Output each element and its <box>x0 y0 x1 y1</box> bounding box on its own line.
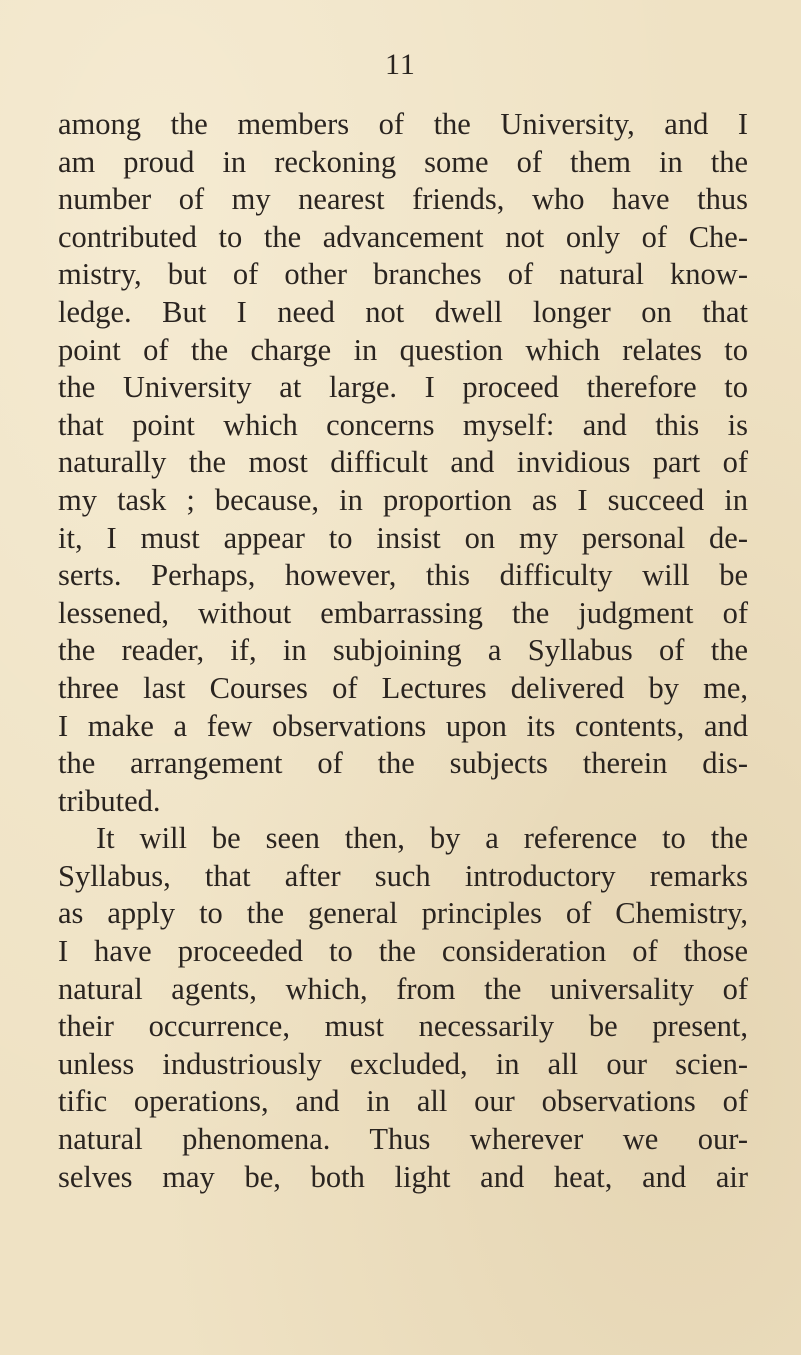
text-line: among the members of the University, and I <box>58 107 748 141</box>
text-line: the arrangement of the subjects therein dis- <box>58 746 748 781</box>
text-line: naturally the most difficult and invidious part of <box>58 445 748 480</box>
text-line: selves may be, both light and heat, and air <box>58 1159 748 1194</box>
text-line: tific operations, and in all our observations of <box>58 1084 748 1119</box>
text-line: the reader, if, in subjoining a Syllabus of the <box>58 633 748 668</box>
text-line: their occurrence, must necessarily be present, <box>58 1009 748 1044</box>
text-line: natural phenomena. Thus wherever we our- <box>58 1122 748 1157</box>
text-line: the University at large. I proceed therefore to <box>58 370 748 405</box>
paragraph-end-line: tributed. <box>58 783 161 818</box>
text-line: it, I must appear to insist on my personal de- <box>58 520 748 555</box>
text-line: my task ; because, in proportion as I succeed in <box>58 482 748 517</box>
text-line: serts. Perhaps, however, this difficulty will be <box>58 558 748 593</box>
text-line: that point which concerns myself: and this is <box>58 407 748 442</box>
text-line: lessened, without embarrassing the judgment of <box>58 595 748 630</box>
text-line: Syllabus, that after such introductory remarks <box>58 858 748 893</box>
text-line: point of the charge in question which relates to <box>58 332 748 367</box>
text-line: ledge. But I need not dwell longer on that <box>58 294 748 329</box>
text-line: number of my nearest friends, who have thus <box>58 182 748 217</box>
text-line: I make a few observations upon its contents, and <box>58 708 748 743</box>
text-line: natural agents, which, from the universality of <box>58 971 748 1006</box>
text-line: am proud in reckoning some of them in the <box>58 144 748 179</box>
text-line: mistry, but of other branches of natural know- <box>58 257 748 292</box>
paragraph-start-line: It will be seen then, by a reference to the <box>96 821 748 856</box>
text-line: three last Courses of Lectures delivered by me, <box>58 670 748 705</box>
page-number: 11 <box>385 48 416 81</box>
body-text <box>58 106 748 1196</box>
text-line: unless industriously excluded, in all our scien- <box>58 1046 748 1081</box>
text-line: as apply to the general principles of Chemistry, <box>58 896 748 931</box>
text-line: I have proceeded to the consideration of those <box>58 934 748 969</box>
text-line: contributed to the advancement not only of Che- <box>58 219 748 254</box>
